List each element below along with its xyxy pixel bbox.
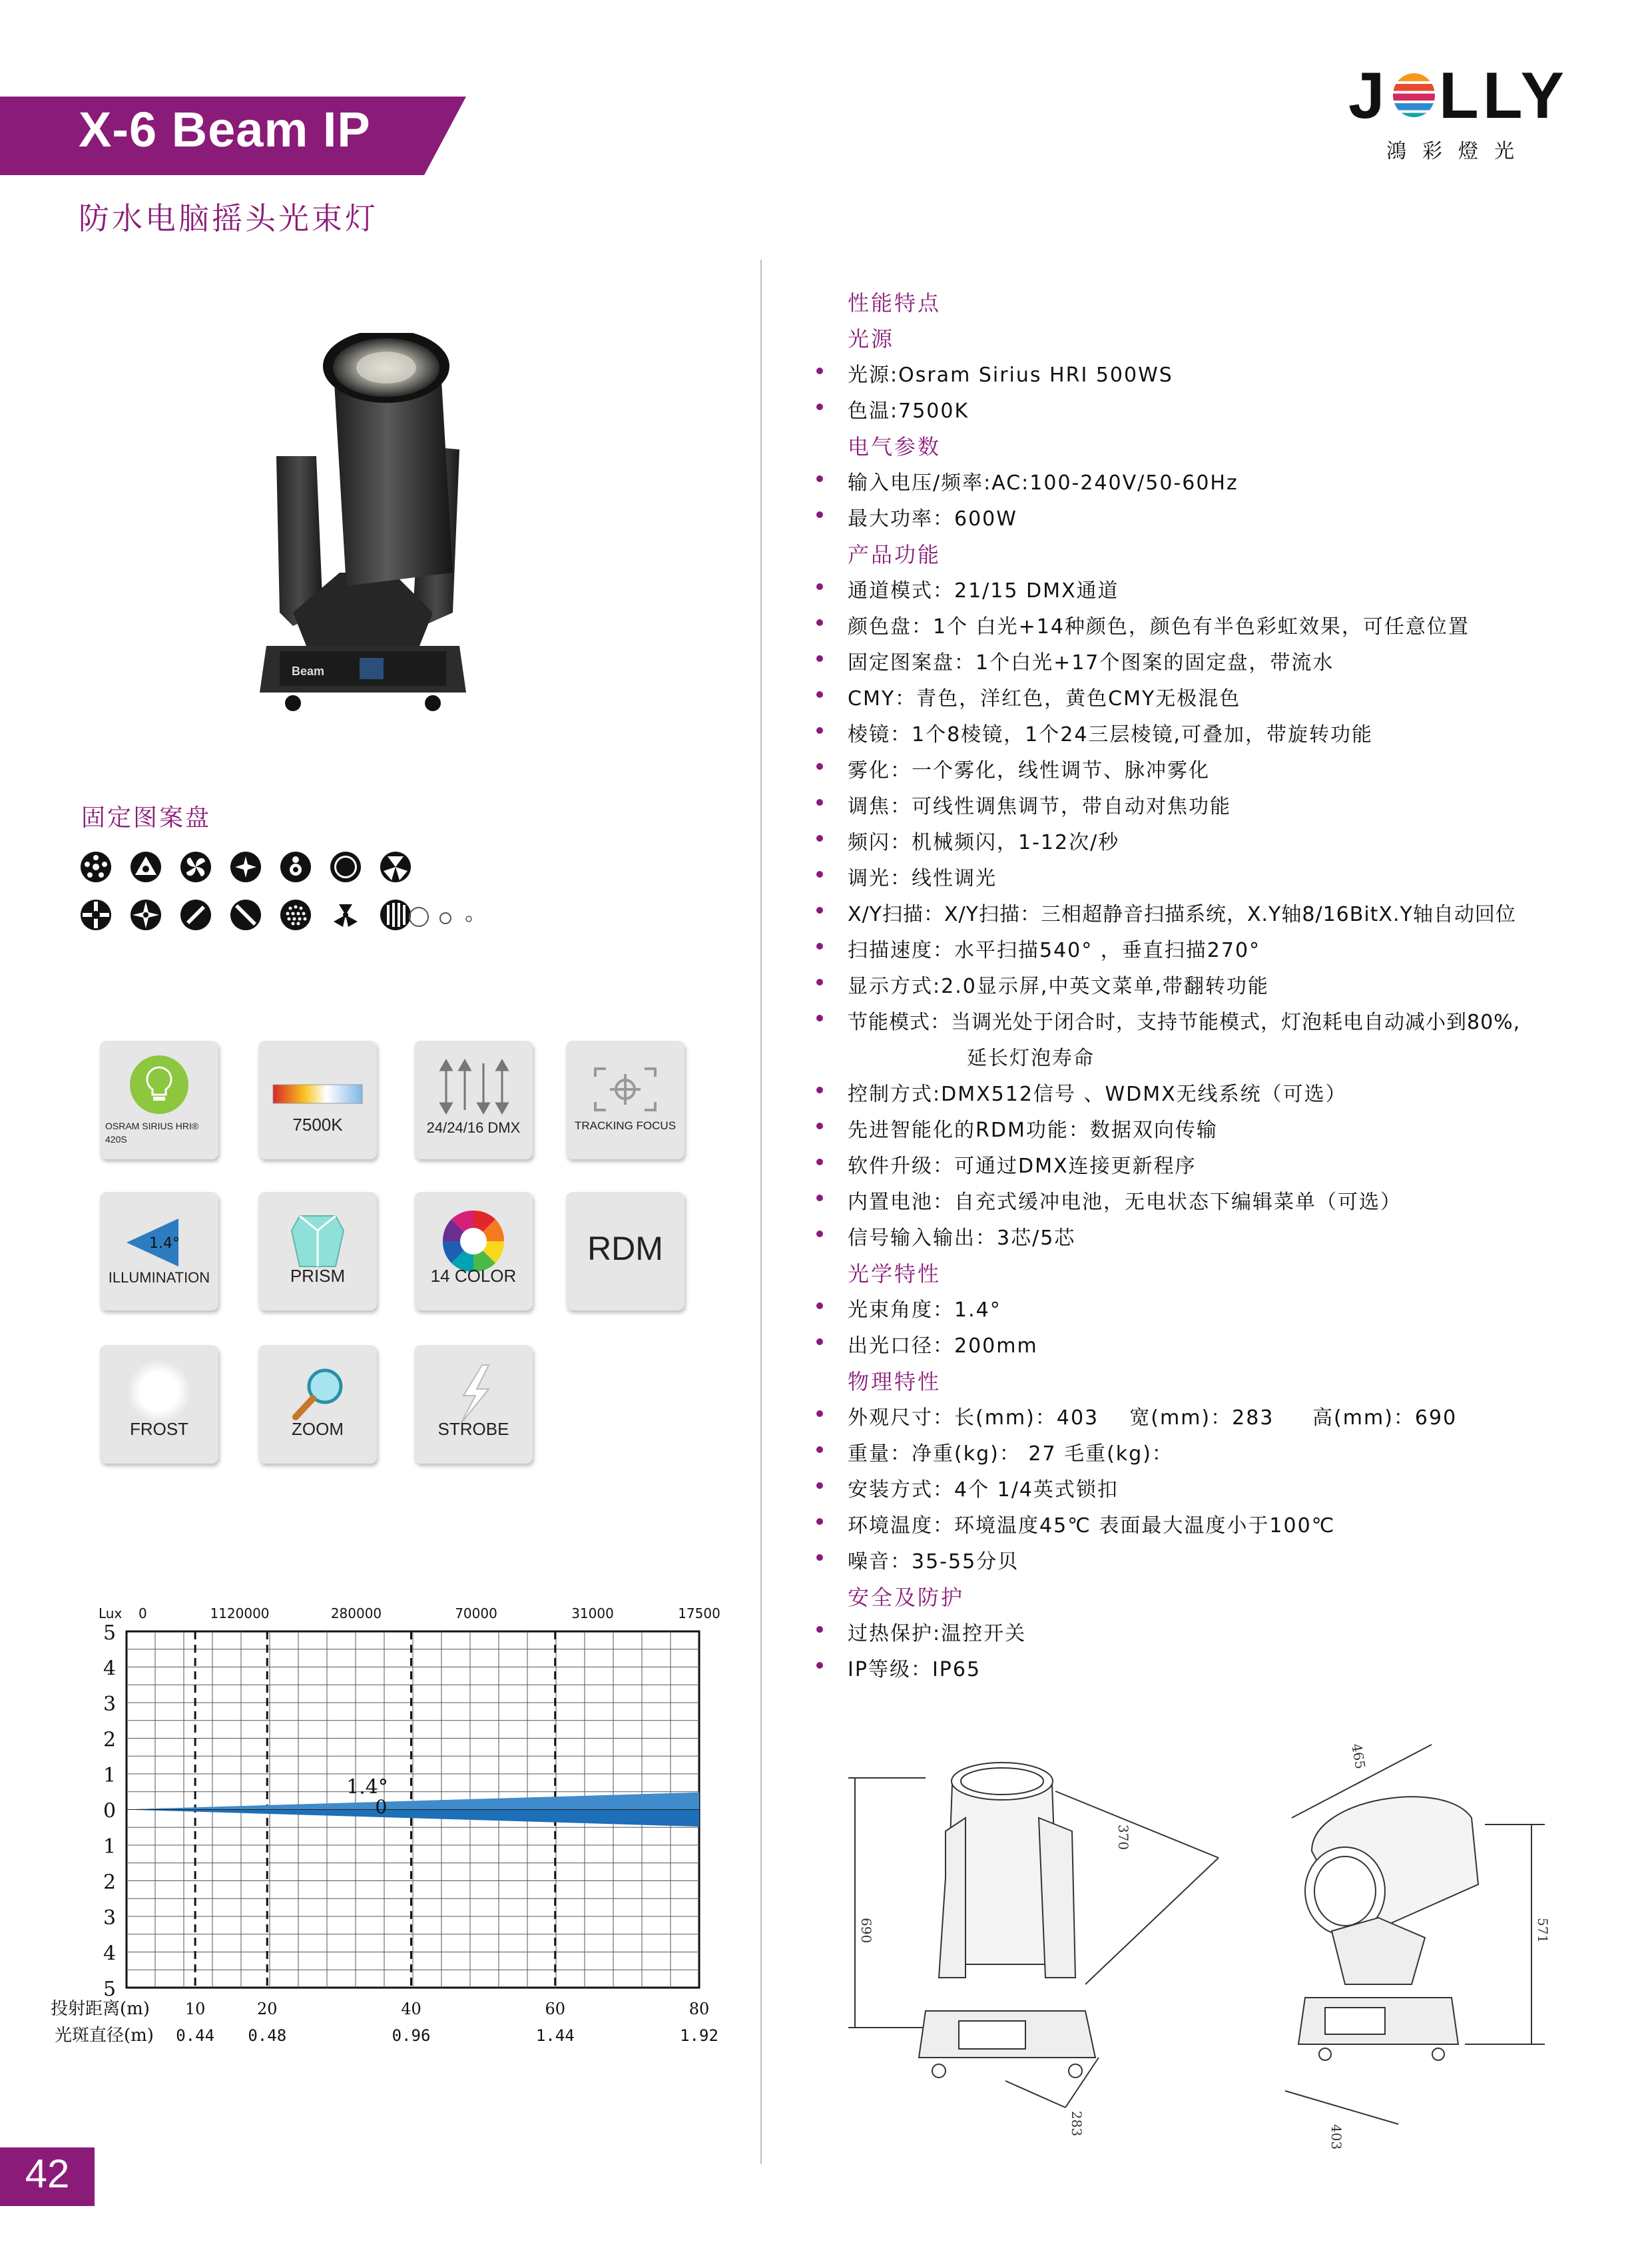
feature-tile-lamp <box>100 1041 218 1159</box>
gobo-section-title: 固定图案盘 <box>81 804 212 832</box>
feature-label: 24/24/16 DMX <box>426 1119 521 1136</box>
gobo-ring-icon <box>330 851 362 883</box>
lux-value: 17500 <box>678 1605 720 1621</box>
dim-side-width: 403 <box>1328 2124 1344 2150</box>
column-divider <box>760 260 762 2164</box>
spec-heading-light-source: 光源 <box>848 326 895 352</box>
feature-label: PRISM <box>290 1266 346 1286</box>
zoom-icon <box>258 1345 377 1464</box>
beam-angle-icon <box>100 1192 218 1310</box>
y-tick-label: 5 <box>103 1978 117 2001</box>
feature-tile-rdm <box>566 1192 685 1310</box>
gobo-dots-icon <box>80 851 112 883</box>
feature-label: TRACKING FOCUS <box>574 1119 677 1132</box>
dim-side-height: 571 <box>1535 1918 1551 1944</box>
gobo-stripes-icon <box>380 899 412 931</box>
gobo-grid <box>80 851 426 938</box>
feature-label: STROBE <box>437 1419 509 1439</box>
brand-logo <box>1348 59 1568 164</box>
logo-prefix: J <box>1348 59 1389 132</box>
product-photo <box>253 333 473 746</box>
gobo-open-large-icon <box>408 906 430 928</box>
feature-tile-color-wheel <box>414 1192 533 1310</box>
feature-tile-strobe <box>414 1345 533 1464</box>
gobo-swirl-icon <box>180 851 212 883</box>
gobo-dot-matrix-icon <box>280 899 312 931</box>
feature-tile-frost <box>100 1345 218 1464</box>
feature-label: ZOOM <box>292 1419 344 1439</box>
gobo-radiation-icon <box>380 851 412 883</box>
dim-side-depth: 465 <box>1348 1742 1369 1771</box>
diameter-value: 0.44 <box>176 2026 215 2045</box>
gobo-open-medium-icon <box>438 911 453 926</box>
page: X-6 Beam IP 防水电脑摇头光束灯 J LLY 鴻彩燈光 Beam 固定图案盘 OSRAM SIRIUS HRI® 420S 7500K 24/24/16 DMX TRACKING FOCUS 1.4° ILLUMINATION PRISM 14 COLOR RDM FROST ZOOM STROBE 性能特点 光源 光源:Osram Sirius HRI 500WS 色温:7500K 电气参数 输入电压/频率:AC:100-240V/50-60Hz 最大功率：600W 产品功能 通道模式：21/15 DMX通道 颜色盘：1个 白光+14种颜色，颜色有半色彩虹效果，可任意位置 固定图案盘：1个白光+17个图案的固定盘，带流水 CMY：青色，洋红色，黄色CMY无极混色 棱镜：1个8棱镜，1个24三层棱镜,可叠加，带旋转功能 雾化：一个雾化，线性调节、脉冲雾化 调焦：可线性调焦调节，带自动对焦功能 频闪：机械频闪，1-12次/秒 调光：线性调光 X/Y扫描：X/Y扫描：三相超静音扫描系统，X.Y轴8/16BitX.Y轴自动回位 扫描速度：水平扫描540° ，垂直扫描270° 显示方式:2.0显示屏,中英文菜单,带翻转功能 节能模式：当调光处于闭合时，支持节能模式，灯泡耗电自动减小到80%, 延长灯泡寿命 控制方式:DMX512信号 、WDMX无线系统（可选） 先进智能化的RDM功能：数据双向传输 软件升级：可通过DMX连接更新程序 内置电池：自充式缓冲电池，无电状态下编辑菜单（可选） 信号输入输出：3芯/5芯 光学特性 光束角度：1.4° 出光口径：200mm 物理特性 外观尺寸：长(mm)：403 宽(mm)：283 高(mm)：690 重量：净重(kg)： 27 毛重(kg)： 安装方式：4个 1/4英式锁扣 环境温度：环境温度45℃ 表面最大温度小于100℃ 噪音：35-55分贝 安全及防护 过热保护:温控开关 IP等级：IP65 5 4 3 2 1 0 1 2 3 4 5 Lux 0 1120000 280000 70000 31000 17500 投射距离(m) 10 20 40 60 80 光斑直径(m) 0.44 0.48 0.96 1.44 1.92 1.4° 0 690 370 283 465 571 403 42 <box>0 0 1652 2242</box>
spec-heading-physical: 物理特性 <box>848 1369 942 1394</box>
spec-heading-performance: 性能特点 <box>848 290 942 316</box>
y-tick-label: 1 <box>103 1764 117 1787</box>
dimension-drawing-front <box>846 1745 1245 2144</box>
feature-tile-zoom <box>258 1345 377 1464</box>
lux-value: 1120000 <box>210 1605 270 1621</box>
logo-wordmark <box>1348 59 1568 132</box>
color-wheel-icon <box>414 1192 533 1310</box>
rdm-icon: RDM <box>587 1230 663 1267</box>
spec-heading-safety: 安全及防护 <box>848 1585 965 1610</box>
lux-value: 31000 <box>571 1605 614 1621</box>
strobe-icon <box>414 1345 533 1464</box>
diameter-value: 0.96 <box>392 2026 431 2045</box>
feature-label: 14 COLOR <box>430 1266 517 1286</box>
y-tick-label: 0 <box>103 1799 117 1823</box>
feature-tile-focus <box>566 1041 685 1159</box>
diameter-value: 1.44 <box>535 2026 575 2045</box>
feature-tile-color-temp <box>258 1041 377 1159</box>
beam-chart <box>40 1591 732 2058</box>
illumination-angle: 1.4° <box>149 1235 180 1252</box>
color-temp-icon <box>258 1041 377 1159</box>
distance-row-label: 投射距离(m) <box>51 1999 150 2019</box>
gobo-open-small-icon <box>465 915 473 923</box>
y-tick-label: 4 <box>103 1942 117 1966</box>
dim-front-depth: 370 <box>1115 1824 1131 1850</box>
dimension-drawing-side <box>1278 1718 1611 2151</box>
beam-center-label: 0 <box>375 1795 388 1818</box>
chart-labels <box>51 1605 720 2046</box>
lux-value: 70000 <box>455 1605 497 1621</box>
frost-icon <box>100 1345 218 1464</box>
feature-tile-prism <box>258 1192 377 1310</box>
gobo-four-star-icon <box>130 899 162 931</box>
logo-suffix: LLY <box>1438 59 1568 132</box>
feature-label: ILLUMINATION <box>108 1269 210 1286</box>
dmx-icon <box>414 1041 533 1159</box>
beam-angle-label: 1.4° <box>346 1775 388 1799</box>
feature-label: FROST <box>129 1419 189 1439</box>
lux-value: 280000 <box>330 1605 382 1621</box>
product-title: X-6 Beam IP <box>79 102 371 157</box>
gobo-star-burst-icon <box>230 851 262 883</box>
lux-value: 0 <box>138 1605 147 1621</box>
product-subtitle: 防水电脑摇头光束灯 <box>79 200 378 236</box>
y-tick-label: 4 <box>103 1657 117 1681</box>
distance-value: 10 <box>184 2000 206 2018</box>
logo-rainbow-o <box>1393 73 1435 117</box>
y-tick-label: 1 <box>103 1835 117 1858</box>
y-tick-label: 5 <box>103 1621 117 1645</box>
distance-value: 60 <box>545 2000 566 2018</box>
y-tick-label: 2 <box>103 1870 117 1894</box>
diameter-value: 0.48 <box>248 2026 287 2045</box>
product-base-label: Beam <box>292 665 325 678</box>
y-tick-label: 3 <box>103 1906 117 1930</box>
gobo-triangle-icon <box>130 851 162 883</box>
focus-icon <box>566 1041 685 1159</box>
spec-heading-optical: 光学特性 <box>848 1261 942 1286</box>
spec-heading-functions: 产品功能 <box>848 542 942 567</box>
y-tick-label: 2 <box>103 1728 117 1752</box>
diameter-row-label: 光斑直径(m) <box>55 2026 154 2046</box>
diameter-value: 1.92 <box>680 2026 718 2045</box>
y-tick-label: 3 <box>103 1693 117 1716</box>
gobo-circles-icon <box>280 851 312 883</box>
logo-chinese: 鴻彩燈光 <box>1386 140 1530 163</box>
gobo-trefoil-icon <box>330 899 362 931</box>
distance-value: 80 <box>688 2000 710 2018</box>
feature-label: 7500K <box>292 1115 343 1135</box>
prism-icon <box>258 1192 377 1310</box>
feature-tile-illumination <box>100 1192 218 1310</box>
feature-label: OSRAM SIRIUS HRI® 420S <box>105 1121 199 1145</box>
feature-tile-dmx <box>414 1041 533 1159</box>
page-number: 42 <box>25 2151 70 2196</box>
dim-front-height: 690 <box>858 1918 874 1944</box>
distance-value: 40 <box>401 2000 421 2018</box>
distance-value: 20 <box>256 2000 278 2018</box>
gobo-cross-icon <box>80 899 112 931</box>
gobo-diagonal-icon <box>230 899 262 931</box>
lux-label: Lux <box>99 1605 123 1621</box>
gobo-slash-icon <box>180 899 212 931</box>
dim-front-width: 283 <box>1069 2111 1085 2137</box>
spec-heading-electrical: 电气参数 <box>848 434 942 459</box>
